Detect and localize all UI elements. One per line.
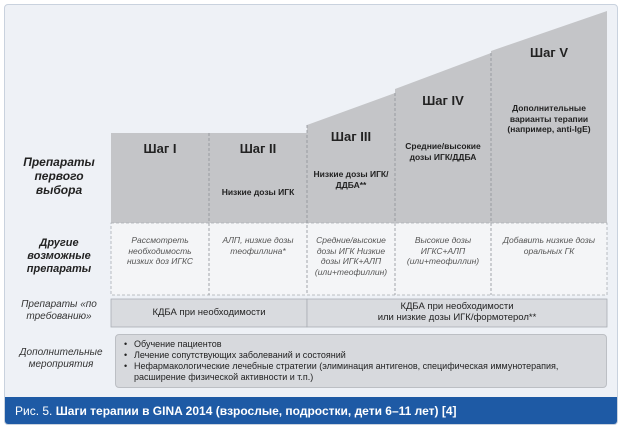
step-5-title: Шаг V — [530, 45, 568, 60]
caption-title: Шаги терапии в GINA 2014 (взрослые, подростки, дети 6–11 лет) [4] — [55, 404, 457, 418]
row-label-other: Другие возможные препараты — [26, 237, 92, 275]
on-demand-left-text: КДБА при необходимости — [152, 307, 266, 318]
step-1-other: Рассмотреть необходимость низких доз ИГКС — [126, 235, 194, 266]
step-2-other: АЛП, низкие дозы теофиллина* — [222, 235, 294, 256]
measure-item: • Нефармакологические лечебные стратегии (элиминация антигенов, специфическая иммунотерапия, расширение физической активности и т.п.) — [124, 361, 598, 383]
step-3-other: Средние/высокие дозы ИГК Низкие дозы ИГК+АЛП (или+теофиллин) — [314, 235, 388, 277]
step-5-other: Добавить низкие дозы оральных ГК — [502, 235, 596, 256]
step-1-title: Шаг I — [143, 141, 177, 156]
step-3-title: Шаг III — [330, 129, 372, 144]
diagram-frame — [4, 4, 618, 425]
additional-measures-box — [115, 334, 607, 388]
row-label-first-choice: Препараты первого выбора — [23, 155, 95, 197]
measures-list — [124, 339, 598, 383]
caption-prefix: Рис. 5. — [15, 404, 53, 418]
step-4-other: Высокие дозы ИГКС+АЛП (или+теофиллин) — [406, 235, 480, 266]
on-demand-right-line1: КДБА при необходимости — [400, 301, 514, 312]
step-2-title: Шаг II — [239, 141, 277, 156]
step-4-first-choice: Средние/высокие дозы ИГК/ДДБА — [405, 141, 481, 162]
measure-item: • Обучение пациентов — [124, 339, 598, 350]
step-4-title: Шаг IV — [422, 93, 464, 108]
step-3-first-choice: Низкие дозы ИГК/ДДБА** — [313, 169, 389, 190]
row-label-on-demand: Препараты «по требованию» — [21, 299, 97, 322]
row-label-additional: Дополнительные мероприятия — [19, 347, 103, 370]
figure-caption — [5, 397, 618, 425]
step-2-first-choice: Низкие дозы ИГК — [221, 187, 295, 197]
step-5-first-choice: Дополнительные варианты терапии (например, anti-IgE) — [507, 103, 591, 134]
measure-item: • Лечение сопутствующих заболеваний и состояний — [124, 350, 598, 361]
on-demand-right-line2: или низкие дозы ИГК/формотерол** — [377, 312, 537, 323]
